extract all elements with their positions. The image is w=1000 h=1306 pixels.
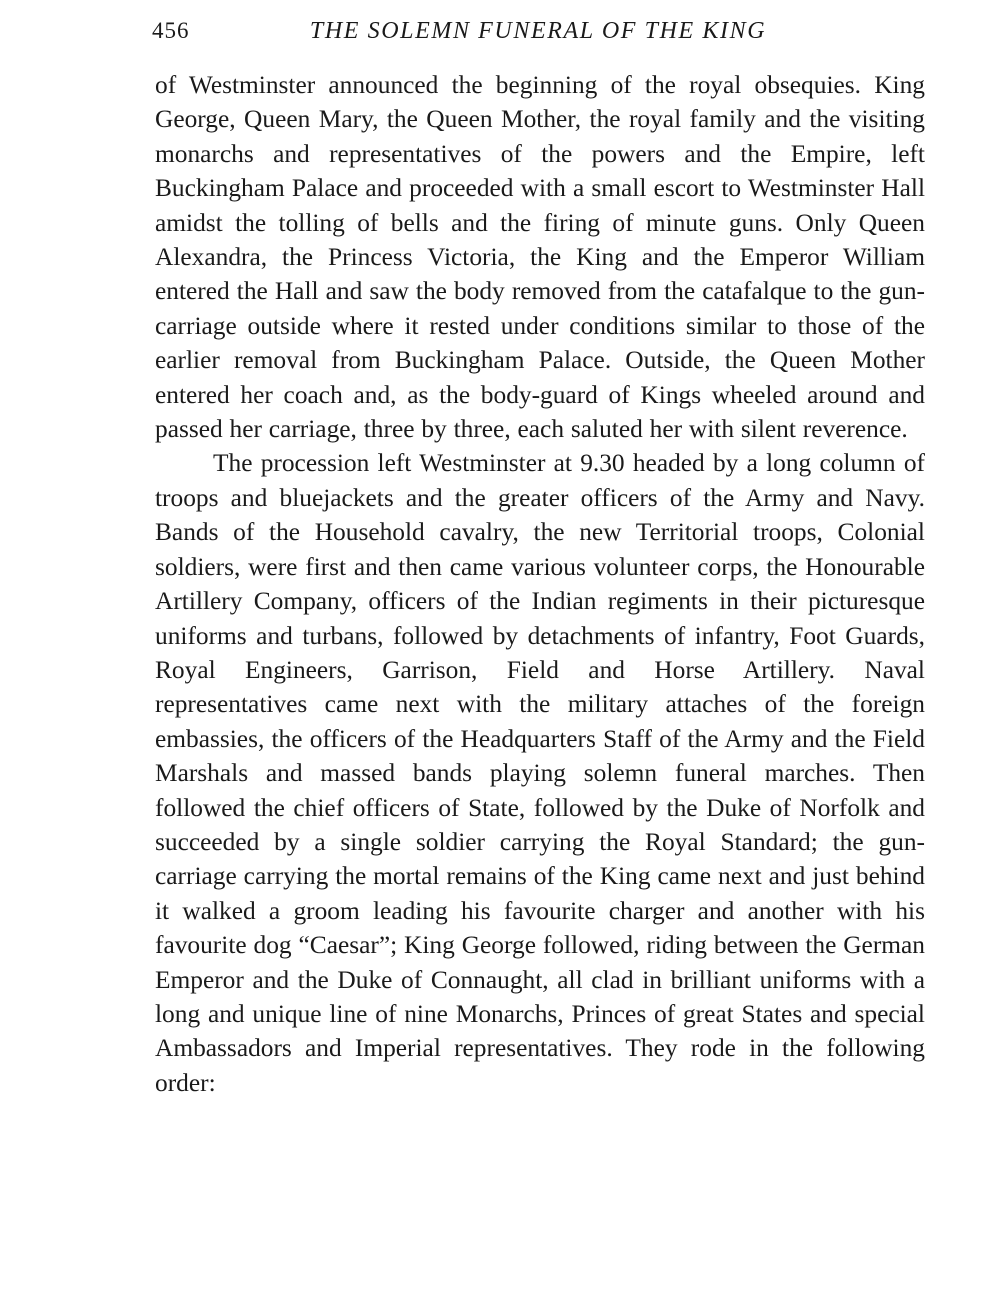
running-head xyxy=(152,14,924,48)
running-title: THE SOLEMN FUNERAL OF THE KING xyxy=(309,18,767,44)
body-text xyxy=(155,68,925,1100)
page-number: 456 xyxy=(152,18,190,43)
paragraph-continuation: of Westminster announced the beginning of the royal obsequies. King George, Queen Mary, the Queen Mother, the royal family and the visiting monarchs and representatives of the powers and the Empire, left Buckingham Palace and proceeded with a small escort to Westminster Hall amidst the tolling of bells and the firing of minute guns. Only Queen Alexandra, the Princess Victoria, the King and the Emperor William entered the Hall and saw the body removed from the catafalque to the gun-carriage outside where it rested under conditions similar to those of the earlier removal from Buckingham Palace. Outside, the Queen Mother entered her coach and, as the body-guard of Kings wheeled around and passed her carriage, three by three, each saluted her with silent reverence. xyxy=(155,71,925,444)
paragraph-procession: The procession left Westminster at 9.30 headed by a long column of troops and bluejackets and the greater officers of the Army and Navy. Bands of the Household cavalry, the new Territorial troops, Colonial soldiers, were first and then came various volunteer corps, the Honourable Artillery Company, officers of the Indian regiments in their picturesque uniforms and turbans, followed by detachments of infantry, Foot Guards, Royal Engineers, Garrison, Field and Horse Artillery. Naval representatives came next with the military attaches of the foreign embassies, the officers of the Headquarters Staff of the Army and the Field Marshals and massed bands playing solemn funeral marches. Then followed the chief officers of State, followed by the Duke of Norfolk and succeeded by a single soldier carrying the Royal Standard; the gun-carriage carrying the mortal remains of the King came next and just behind it walked a groom leading his favourite charger and another with his favourite dog “Caesar”; King George followed, riding between the German Emperor and the Duke of Connaught, all clad in brilliant uniforms with a long and unique line of nine Monarchs, Princes of great States and special Ambassadors and Imperial representatives. They rode in the following order: xyxy=(155,449,925,1097)
